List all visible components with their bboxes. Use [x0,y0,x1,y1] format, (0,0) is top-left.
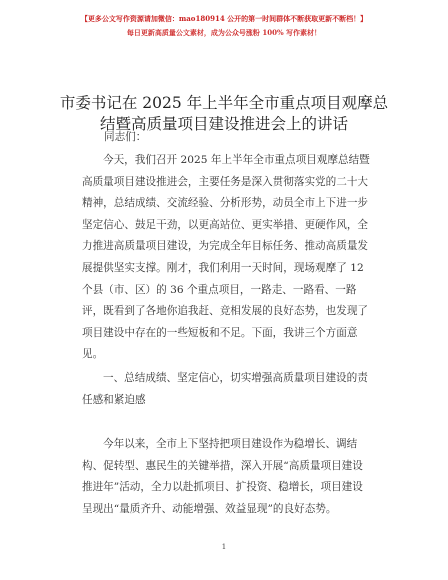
paragraph-opening [82,150,368,366]
text-line: 今年以来，全市上下坚持把项目建设作为稳增长、调结 [103,438,358,450]
text-line: 项目建设中存在的一些短板和不足。下面，我讲三个方面意 [82,326,358,339]
text-line: 精神，总结成绩、交流经验、分析形势，动员全市上下进一步 [82,197,369,210]
text-line: 展提供坚实支撑。刚才，我们利用一天时间，现场观摩了 12 [82,261,364,274]
header-promo-line-2: 每日更新高质量公文素材，成为公众号涨粉 100% 写作素材！ [126,28,322,37]
header-promo-line-1: 【更多公文写作资源请加微信：mao180914 公开的第一时间群体不断获取更新不断档！】 [80,14,368,23]
paragraph-section-1 [82,434,368,520]
title-line: 结暨高质量项目建设推进会上的讲话 [99,115,348,133]
text-line: 力推进高质量项目建设，为完成全年目标任务、推动高质量发 [82,240,369,253]
title-line: 市委书记在 2025 年上半年全市重点项目观摩总 [59,94,389,112]
text-line: 坚定信心、鼓足干劲，以更高站位、更实举措、更硬作风，全 [82,218,369,231]
heading-line: 一、总结成绩、坚定信心，切实增强高质量项目建设的责 [103,372,368,384]
text-line: 构、促转型、惠民生的关键举措，深入开展“高质量项目建设 [82,459,363,472]
text-line: 评，既看到了各地你追我赶、竞相发展的良好态势，也发现了 [82,305,369,318]
text-line: 今天，我们召开 2025 年上半年全市重点项目观摩总结暨 [103,154,370,166]
text-line: 个县（市、区）的 36 个重点项目，一路走、一路看、一路 [82,283,357,296]
document-title [36,93,412,135]
section-heading-1 [82,368,368,411]
greeting: 同志们： [104,131,147,143]
heading-line: 任感和紧迫感 [82,393,146,406]
text-line: 推进年”活动，全力以赴抓项目、扩投资、稳增长，项目建设 [82,481,363,494]
text-line: 呈现出“量质齐升、动能增强、效益显现”的良好态势。 [82,502,337,515]
page-number: 1 [221,543,227,551]
text-line: 见。 [82,348,104,361]
text-line: 高质量项目建设推进会，主要任务是深入贯彻落实党的二十大 [82,175,369,188]
